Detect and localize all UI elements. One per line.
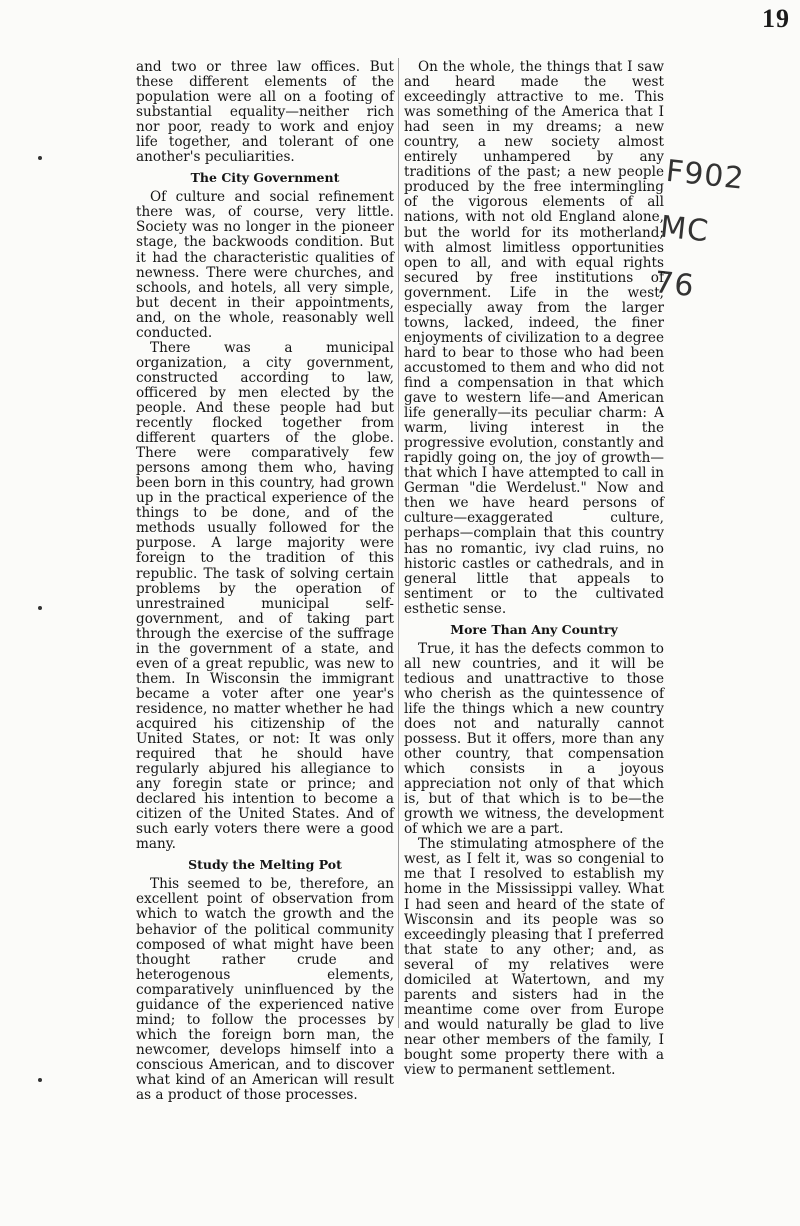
section-heading: Study the Melting Pot — [188, 857, 342, 873]
paragraph: This seemed to be, therefore, an excellent point of observation from which to watch the growth and the behavior of the political community composed of what might have been thought rather crude and heterogenous elements, comparatively uninfluenced by the guidance of the experienced native mind; to follow the processes by which the foreign born man, the newcomer, develops himself into a conscious American, and to discover what kind of an American will result as a product of those processes. — [136, 876, 394, 1104]
section-heading: More Than Any Country — [450, 621, 618, 637]
paragraph: True, it has the defects common to all new countries, and it will be tedious and unattractive to those who cherish as the quintessence of life the things which a new country does not and naturally cannot possess. But it offers, more than any other country, that compensation which consists in a joyous appreciation not only of that which is, but of that which is to be—the growth we witness, the development of which we are a part. — [404, 640, 664, 838]
handwritten-note-line-2: MC — [658, 209, 711, 250]
scan-mark — [38, 1078, 42, 1082]
scan-mark — [38, 156, 42, 160]
paragraph: and two or three law offices. But these different elements of the population were all on a footing of substantial equality—neither rich nor poor, ready to work and enjoy life together, and tolerant of one another's peculiarities. — [136, 59, 394, 166]
section-heading: The City Government — [190, 170, 340, 186]
handwritten-note-line-3: 76 — [652, 265, 697, 305]
left-column — [136, 60, 394, 1103]
handwritten-note-line-1: F902 — [664, 153, 747, 197]
handwritten-note — [651, 144, 756, 320]
paragraph: Of culture and social refinement there was, of course, very little. Society was no longer in the pioneer stage, the backwoods condition. But it had the characteristic qualities of newness. There were churches, and schools, and hotels, all very simple, but decent in their appointments, and, on the whole, reasonably well conducted. — [136, 189, 394, 341]
paragraph: On the whole, the things that I saw and heard made the west exceedingly attractive to me. This was something of the America that I had seen in my dreams; a new country, a new society almost entirely unhampered by any traditions of the past; a new people produced by the free intermingling of the vigorous elements of all nations, with not old England alone, but the world for its motherland; with almost limitless opportunities open to all, and with equal rights secured by free institutions of government. Life in the west, especially away from the larger towns, lacked, indeed, the finer enjoyments of civilization to a degree hard to bear to those who had been accustomed to them and who did not find a compensation in that which gave to western life—and American life generally—its peculiar charm: A warm, living interest in the progressive evolution, constantly and rapidly going on, the joy of growth—that which I have attempted to call in German "die Werdelust." Now and then we have heard persons of culture—exaggerated culture, perhaps—complain that this country has no romantic, ivy clad ruins, no historic castles or cathedrals, and in general little that appeals to sentiment or to the cultivated esthetic sense. — [404, 59, 664, 617]
right-column — [404, 60, 664, 1078]
page-number: 19 — [762, 4, 790, 33]
paragraph: There was a municipal organization, a city government, constructed according to law, officered by men elected by the people. And these people had but recently flocked together from different quarters of the globe. There were comparatively few persons among them who, having been born in this country, had grown up in the practical experience of the things to be done, and of the methods usually followed for the purpose. A large majority were foreign to the tradition of this republic. The task of solving certain problems by the operation of unrestrained municipal self-government, and of taking part through the exercise of the suffrage in the government of a state, and even of a great republic, was new to them. In Wisconsin the immigrant became a voter after one year's residence, no matter whether he had acquired his citizenship of the United States, or not: It was only required that he should have regularly abjured his allegiance to any foregin state or prince; and declared his intention to become a citizen of the United States. And of such early voters there were a good many. — [136, 339, 394, 853]
column-divider — [398, 58, 399, 1028]
paragraph: The stimulating atmosphere of the west, as I felt it, was so congenial to me that I resolved to establish my home in the Mississippi valley. What I had seen and heard of the state of Wisconsin and its people was so exceedingly pleasing that I preferred that state to any other; and, as several of my relatives were domiciled at Watertown, and my parents and sisters had in the meantime come over from Europe and would naturally be glad to live near other members of the family, I bought some property there with a view to permanent settlement. — [404, 836, 664, 1079]
scan-mark — [38, 606, 42, 610]
